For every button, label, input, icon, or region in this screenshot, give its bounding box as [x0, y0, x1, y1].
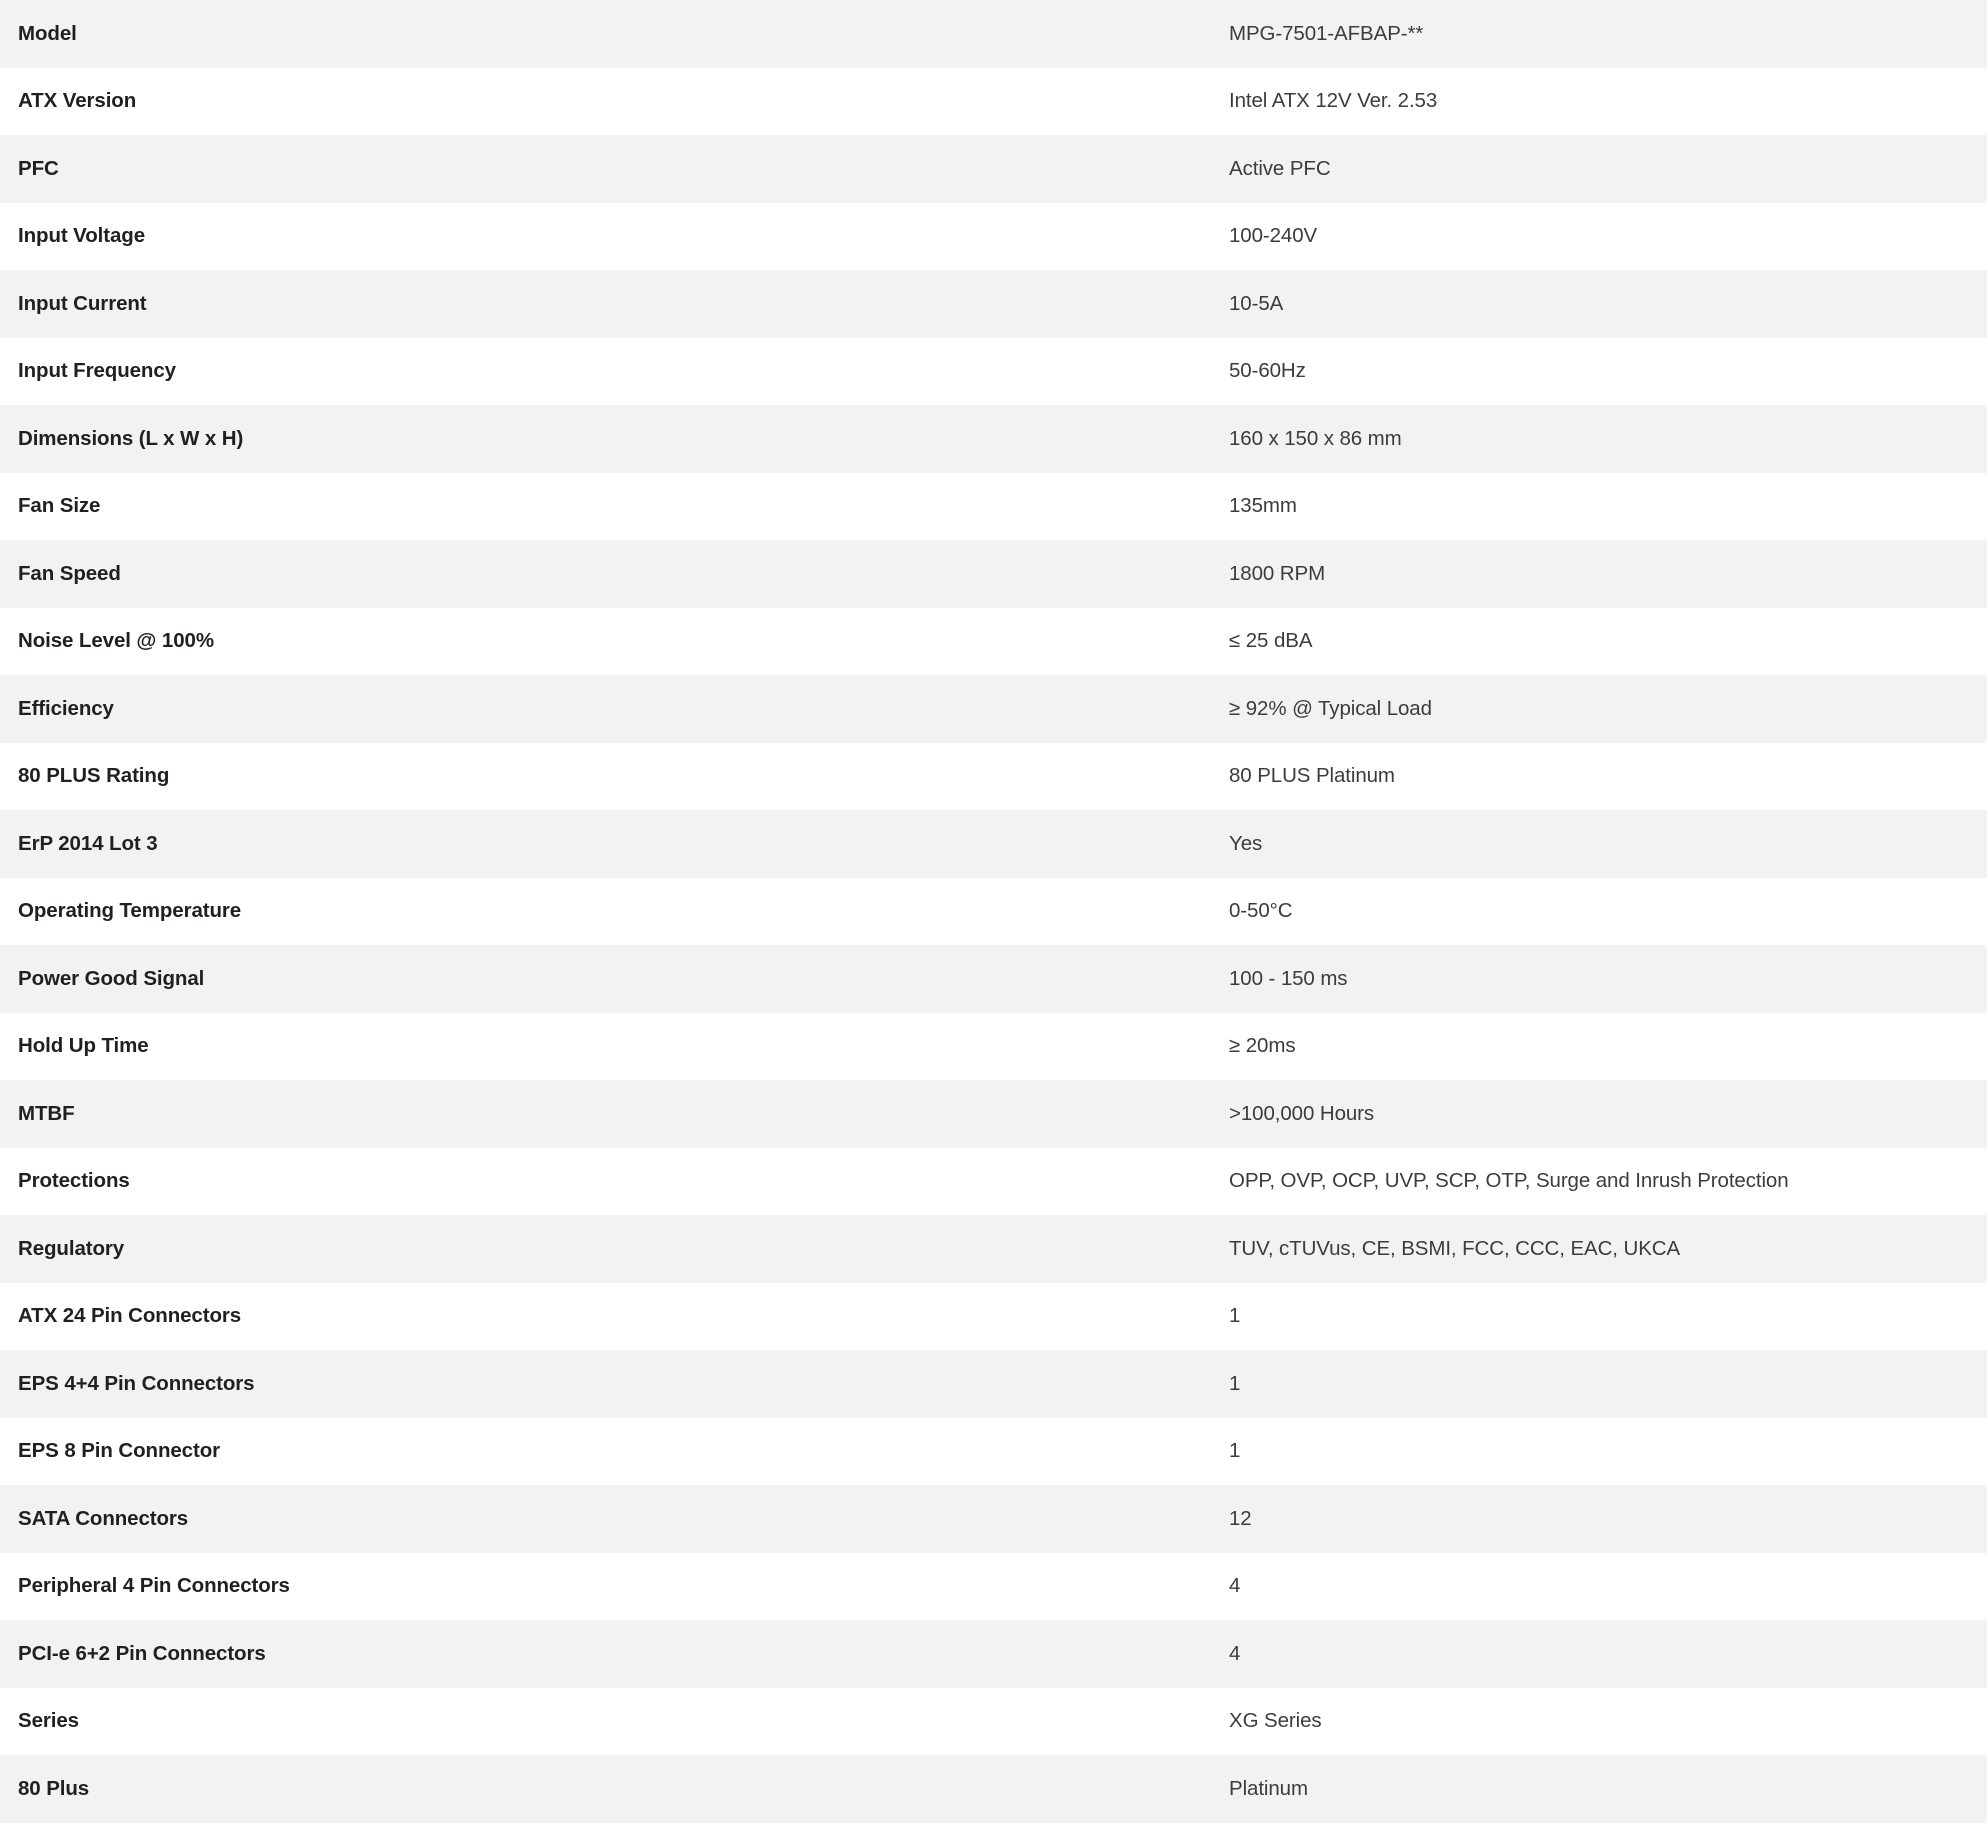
table-row: [0, 1283, 1987, 1351]
table-row: [0, 1148, 1987, 1216]
spec-value-text: 1: [1229, 1439, 1241, 1463]
spec-value-text: 12: [1229, 1506, 1252, 1530]
spec-value-text: 1: [1229, 1371, 1241, 1395]
spec-label: ATX 24 Pin Connectors: [18, 1304, 242, 1328]
table-row: [0, 1485, 1987, 1553]
spec-value: [1211, 675, 1987, 743]
spec-value-text: 100-240V: [1229, 224, 1318, 248]
spec-label: Dimensions (L x W x H): [18, 426, 244, 450]
table-row: [0, 1553, 1987, 1621]
table-row: [0, 608, 1987, 676]
spec-label: EPS 8 Pin Connector: [18, 1439, 220, 1463]
spec-value-text: XG Series: [1229, 1709, 1322, 1733]
spec-value: [1211, 1620, 1987, 1688]
spec-value: [1211, 1013, 1987, 1081]
spec-label: ErP 2014 Lot 3: [18, 831, 158, 855]
spec-label: ATX Version: [18, 89, 137, 113]
table-row: [0, 743, 1987, 811]
spec-value: [1211, 1553, 1987, 1621]
spec-value: [1211, 878, 1987, 946]
spec-value: [1211, 1418, 1987, 1486]
table-row: [0, 473, 1987, 541]
spec-value-text: 4: [1229, 1641, 1241, 1665]
table-row: [0, 203, 1987, 271]
table-row: [0, 405, 1987, 473]
spec-value-text: 10-5A: [1229, 291, 1284, 315]
spec-value-text: 80 PLUS Platinum: [1229, 764, 1395, 788]
table-row: [0, 945, 1987, 1013]
spec-label: EPS 4+4 Pin Connectors: [18, 1371, 255, 1395]
spec-value: [1211, 1755, 1987, 1823]
spec-label: Peripheral 4 Pin Connectors: [18, 1574, 290, 1598]
spec-value: [1211, 1148, 1987, 1216]
spec-value: [1211, 270, 1987, 338]
spec-label: Input Current: [18, 291, 147, 315]
spec-label: Hold Up Time: [18, 1034, 149, 1058]
table-row: [0, 1215, 1987, 1283]
spec-label: Fan Speed: [18, 561, 121, 585]
table-row: [0, 68, 1987, 136]
table-row: [0, 270, 1987, 338]
spec-label: Model: [18, 21, 77, 45]
table-row: [0, 1350, 1987, 1418]
table-row: [0, 1080, 1987, 1148]
spec-value: [1211, 1350, 1987, 1418]
spec-label: Input Frequency: [18, 359, 176, 383]
spec-value: [1211, 1485, 1987, 1553]
spec-value: [1211, 1080, 1987, 1148]
spec-value: [1211, 608, 1987, 676]
spec-value-text: 4: [1229, 1574, 1241, 1598]
table-row: [0, 338, 1987, 406]
table-row: [0, 0, 1987, 68]
spec-value-text: 160 x 150 x 86 mm: [1229, 426, 1402, 450]
spec-value: [1211, 540, 1987, 608]
table-row: [0, 1013, 1987, 1081]
spec-value-text: OPP, OVP, OCP, UVP, SCP, OTP, Surge and Inrush Protection: [1229, 1169, 1789, 1193]
spec-label: Series: [18, 1709, 79, 1733]
spec-value: [1211, 135, 1987, 203]
table-row: [0, 810, 1987, 878]
spec-value: [1211, 810, 1987, 878]
spec-value-text: 1: [1229, 1304, 1241, 1328]
spec-label: SATA Connectors: [18, 1506, 189, 1530]
spec-value-text: 135mm: [1229, 494, 1297, 518]
spec-value: [1211, 338, 1987, 406]
spec-label: Input Voltage: [18, 224, 146, 248]
spec-value-text: 0-50°C: [1229, 899, 1293, 923]
spec-value-text: MPG-7501-AFBAP-**: [1229, 21, 1424, 45]
spec-label: Power Good Signal: [18, 966, 205, 990]
spec-label: Operating Temperature: [18, 899, 242, 923]
spec-label: PCI-e 6+2 Pin Connectors: [18, 1641, 266, 1665]
spec-value-text: ≥ 20ms: [1229, 1034, 1296, 1058]
spec-value-text: ≤ 25 dBA: [1229, 629, 1313, 653]
spec-value-text: 1800 RPM: [1229, 561, 1326, 585]
spec-value: [1211, 1215, 1987, 1283]
table-row: [0, 878, 1987, 946]
spec-label: Regulatory: [18, 1236, 125, 1260]
spec-label: 80 PLUS Rating: [18, 764, 170, 788]
table-row: [0, 1418, 1987, 1486]
spec-label: PFC: [18, 156, 59, 180]
spec-value-text: Active PFC: [1229, 156, 1331, 180]
spec-value-text: Platinum: [1229, 1776, 1308, 1800]
spec-value-text: Intel ATX 12V Ver. 2.53: [1229, 89, 1438, 113]
table-row: [0, 1688, 1987, 1756]
table-row: [0, 135, 1987, 203]
table-row: [0, 675, 1987, 743]
spec-value: [1211, 945, 1987, 1013]
spec-label: Noise Level @ 100%: [18, 629, 214, 653]
spec-label: 80 Plus: [18, 1776, 90, 1800]
table-row: [0, 540, 1987, 608]
spec-value: [1211, 0, 1987, 68]
spec-value: [1211, 68, 1987, 136]
spec-label: Efficiency: [18, 696, 114, 720]
spec-value: [1211, 203, 1987, 271]
table-row: [0, 1620, 1987, 1688]
spec-label: Protections: [18, 1169, 130, 1193]
spec-value: [1211, 1688, 1987, 1756]
spec-value-text: ≥ 92% @ Typical Load: [1229, 696, 1432, 720]
spec-value-text: 50-60Hz: [1229, 359, 1306, 383]
spec-value: [1211, 1283, 1987, 1351]
table-row: [0, 1755, 1987, 1823]
spec-value: [1211, 743, 1987, 811]
spec-value: [1211, 405, 1987, 473]
spec-value-text: Yes: [1229, 831, 1263, 855]
spec-value-text: >100,000 Hours: [1229, 1101, 1375, 1125]
spec-value: [1211, 473, 1987, 541]
spec-value-text: TUV, cTUVus, CE, BSMI, FCC, CCC, EAC, UKCA: [1229, 1236, 1681, 1260]
spec-value-text: 100 - 150 ms: [1229, 966, 1348, 990]
spec-label: MTBF: [18, 1101, 75, 1125]
spec-label: Fan Size: [18, 494, 101, 518]
